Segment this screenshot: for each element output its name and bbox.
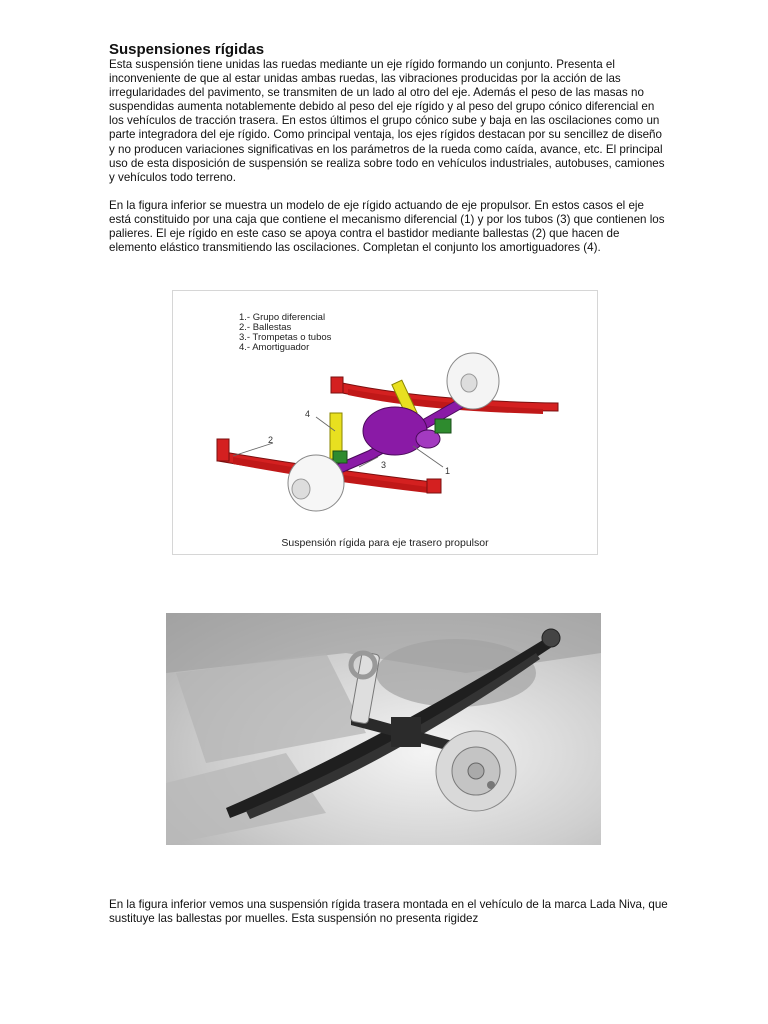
wheel-far — [447, 353, 499, 409]
legend-item: 1.- Grupo diferencial — [239, 312, 326, 323]
legend-item: 3.- Trompetas o tubos — [239, 332, 332, 343]
rigid-axle-illustration — [173, 291, 597, 554]
callout-2: 2 — [268, 435, 274, 445]
paragraph-figure-description: En la figura inferior se muestra un modelo de eje rígido actuando de eje propulsor. En estos casos el eje está constituido por una caja que contiene el mecanismo diferencial (1) y por los tubos (3) que contienen los palieres. El eje rígido en este caso se apoya contra el bastidor mediante ballestas (2) que hacen de elemento elástico transmitiendo las oscilaciones. Completan el conjunto los amortiguadores (4). — [109, 199, 665, 255]
callout-4: 4 — [305, 409, 311, 419]
rigid-axle-diagram — [172, 290, 598, 555]
section-title: Suspensiones rígidas — [109, 41, 265, 58]
figure-caption: Suspensión rígida para eje trasero propulsor — [281, 537, 489, 549]
paragraph-lada-niva: En la figura inferior vemos una suspensión rígida trasera montada en el vehículo de la marca Lada Niva, que sustituye las ballestas por muelles. Esta suspensión no presenta rigidez — [109, 898, 668, 926]
leaf-spring-photo — [166, 613, 601, 845]
legend-item: 2.- Ballestas — [239, 322, 292, 333]
axle-mount-green — [435, 419, 451, 433]
wheel-near — [288, 455, 344, 511]
callout-1: 1 — [445, 466, 451, 476]
figure-legend — [239, 313, 331, 353]
legend-item: 4.- Amortiguador — [239, 342, 310, 353]
differential-housing — [363, 407, 427, 455]
u-bolt-clamp — [391, 717, 421, 747]
leaf-spring-photo-illustration — [166, 613, 601, 845]
paragraph-intro: Esta suspensión tiene unidas las ruedas mediante un eje rígido formando un conjunto. Presenta el inconveniente de que al estar unidas ambas ruedas, las vibraciones producidas por la acción de las irregularidades del pavimento, se transmiten de un lado al otro del eje. Además el peso de las masas no suspendidas aumenta notablemente debido al peso del eje rígido y al peso del grupo cónico diferencial en los vehículos de tracción trasera. En estos últimos el grupo cónico sube y baja en las oscilaciones como un parte integradora del eje rígido. Como principal ventaja, los ejes rígidos destacan por su sencillez de diseño y no producen variaciones significativas en los parámetros de la rueda como caída, avance, etc. El principal uso de esta disposición de suspensión se realiza sobre todo en vehículos industriales, autobuses, camiones y vehículos todo terreno. — [109, 58, 665, 184]
callout-3: 3 — [381, 460, 387, 470]
